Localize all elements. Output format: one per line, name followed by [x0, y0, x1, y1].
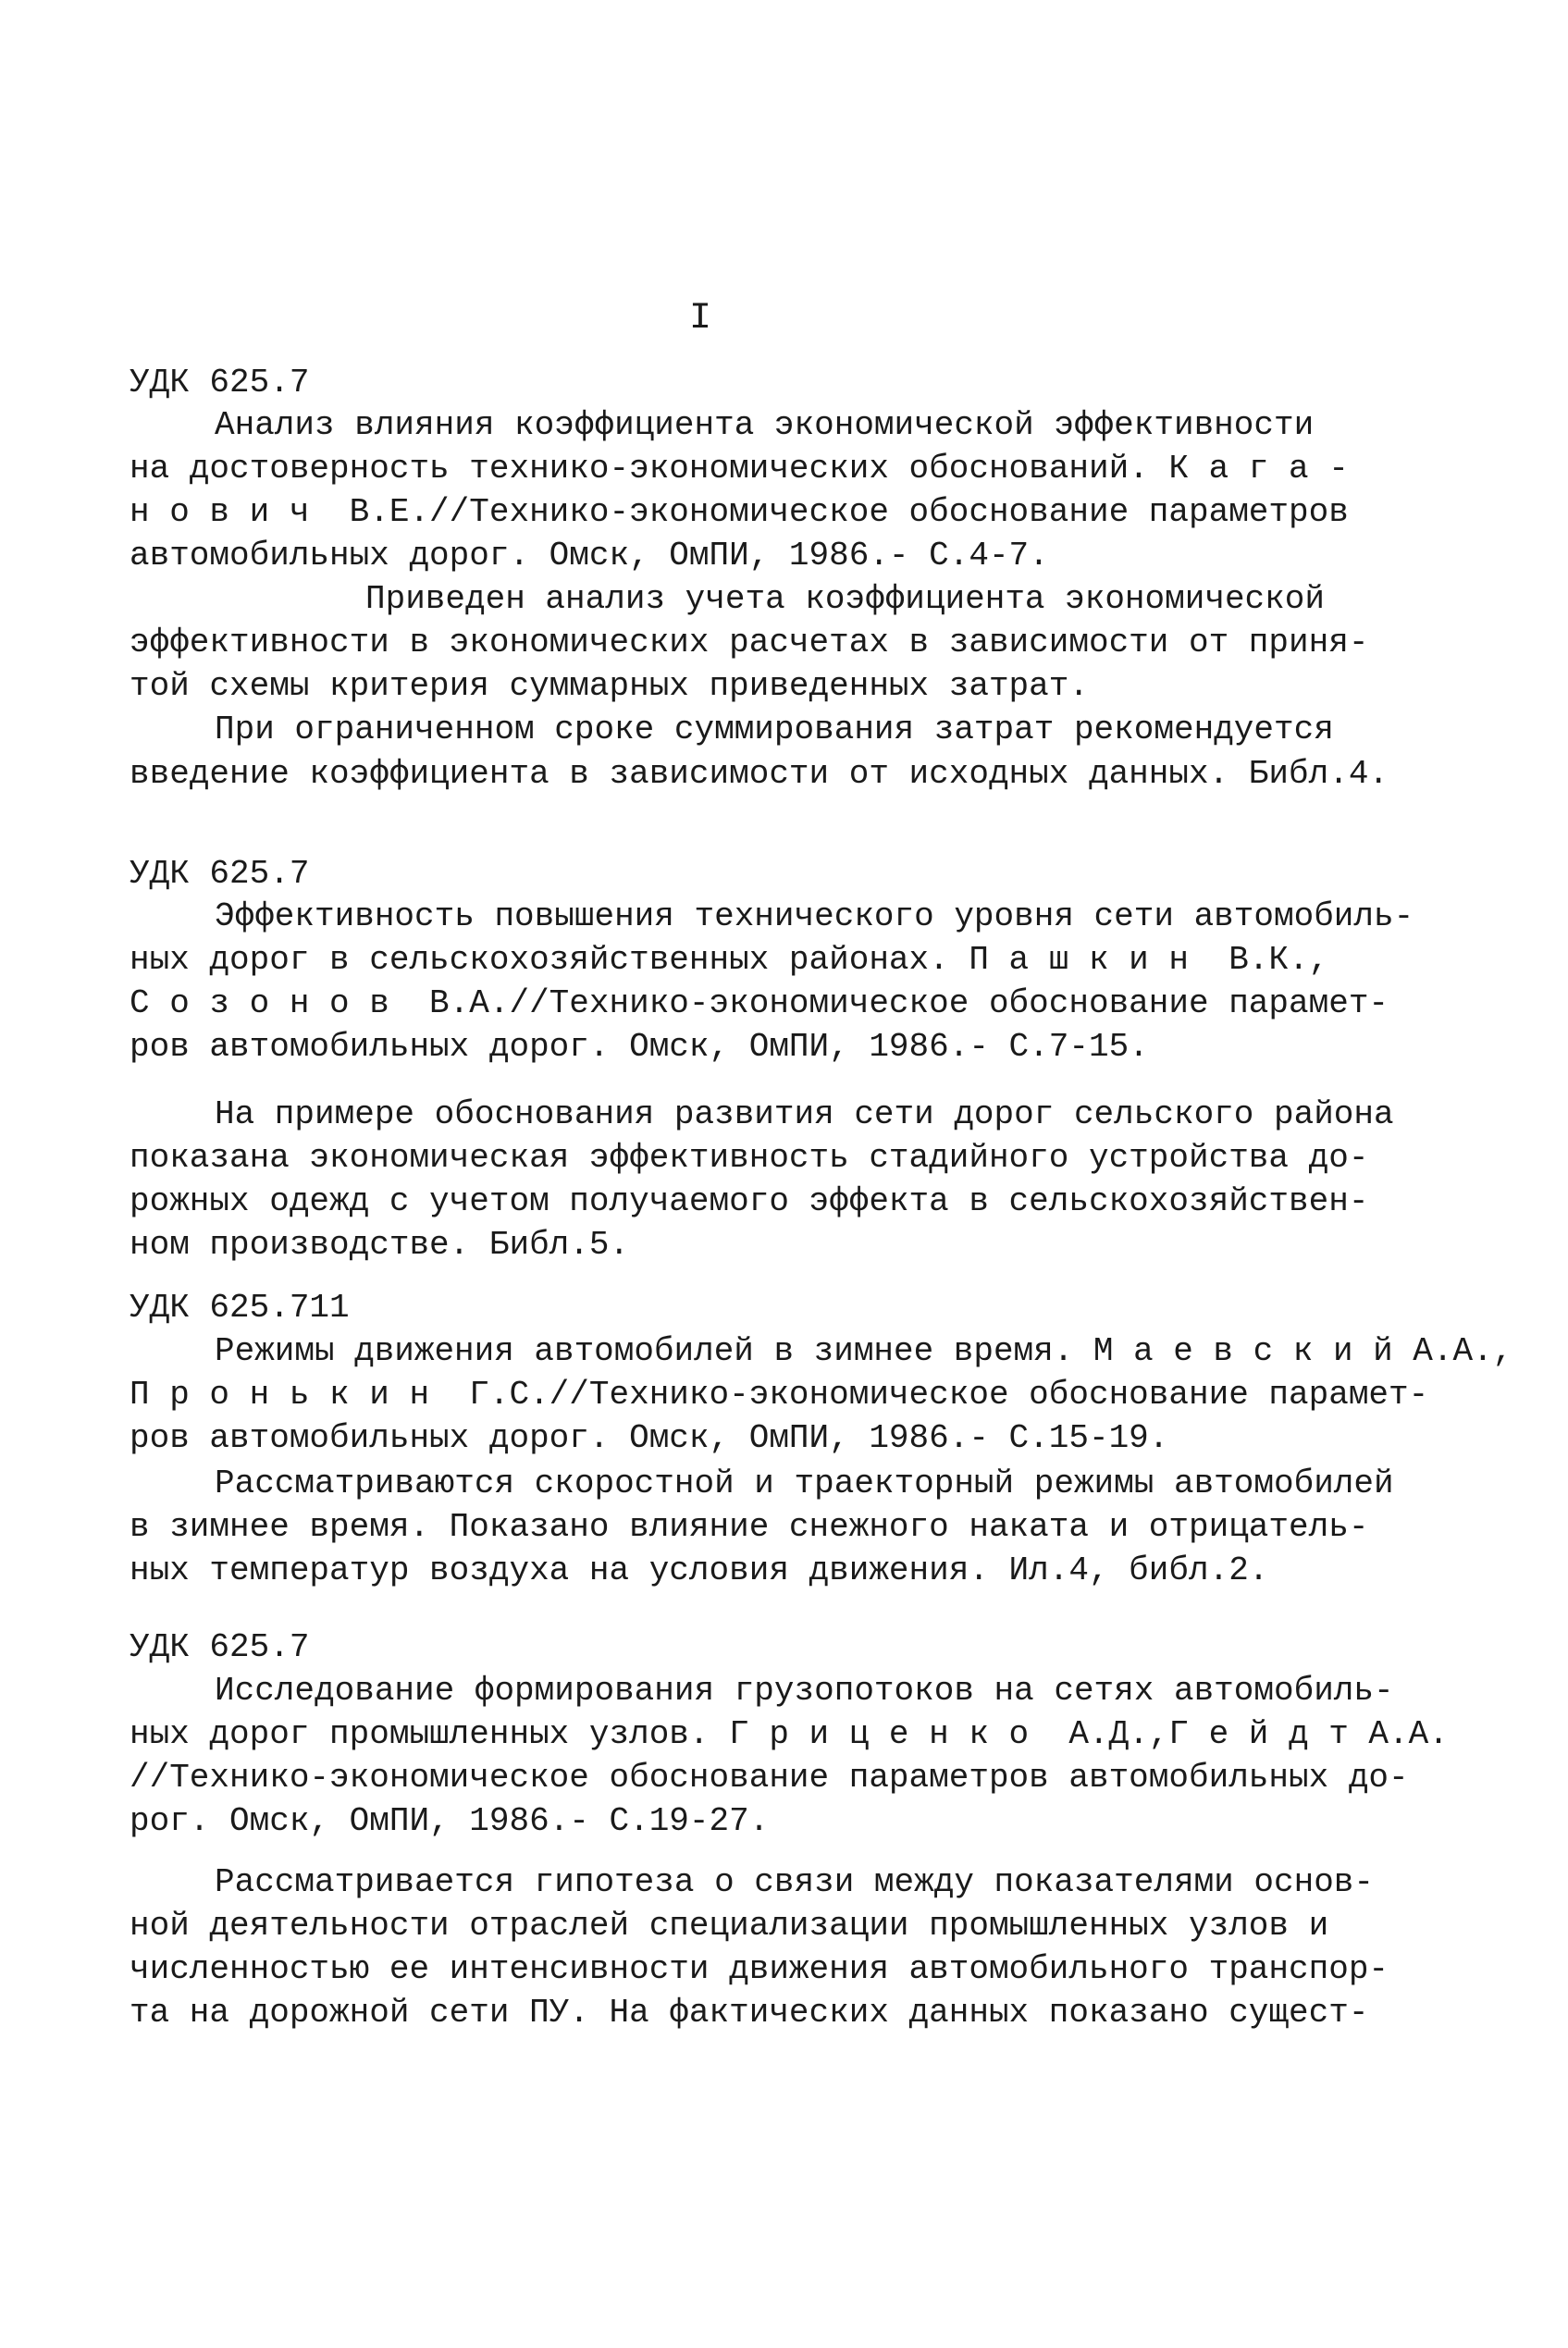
abstract-line: в зимнее время. Показано влияние снежного наката и отрицатель- — [130, 1508, 1369, 1546]
udk-code: УДК 625.7 — [130, 364, 310, 402]
abstract-line: той схемы критерия суммарных приведенных затрат. — [130, 667, 1089, 705]
abstract-line: ной деятельности отраслей специализации промышленных узлов и — [130, 1907, 1329, 1945]
abstract-line: Приведен анализ учета коэффициента экономической — [365, 580, 1325, 618]
udk-code: УДК 625.711 — [130, 1289, 350, 1327]
citation-line: на достоверность технико-экономических обоснований. К а г а - — [130, 450, 1349, 488]
citation-line: ных дорог в сельскохозяйственных районах. П а ш к и н В.К., — [130, 941, 1329, 979]
abstract-line: эффективности в экономических расчетах в зависимости от приня- — [130, 624, 1369, 661]
citation-line: н о в и ч В.Е.//Технико-экономическое обоснование параметров — [130, 493, 1349, 531]
abstract-line: показана экономическая эффективность стадийного устройства до- — [130, 1139, 1369, 1177]
abstract-line: Рассматривается гипотеза о связи между показателями основ- — [215, 1863, 1375, 1901]
abstract-line: ных температур воздуха на условия движения. Ил.4, библ.2. — [130, 1551, 1269, 1589]
abstract-line: рожных одежд с учетом получаемого эффекта в сельскохозяйствен- — [130, 1182, 1369, 1220]
abstract-line: На примере обоснования развития сети дорог сельского района — [215, 1095, 1394, 1133]
citation-line: Эффективность повышения технического уровня сети автомобиль- — [215, 897, 1414, 935]
citation-line: Исследование формирования грузопотоков на сетях автомобиль- — [215, 1672, 1394, 1710]
abstract-line: введение коэффициента в зависимости от исходных данных. Библ.4. — [130, 755, 1389, 793]
abstract-line: При ограниченном сроке суммирования затрат рекомендуется — [215, 711, 1334, 748]
udk-code: УДК 625.7 — [130, 855, 310, 893]
citation-line: Режимы движения автомобилей в зимнее время. М а е в с к и й А.А., — [215, 1332, 1513, 1370]
abstract-line: численностью ее интенсивности движения автомобильного транспор- — [130, 1950, 1389, 1988]
abstract-line: та на дорожной сети ПУ. На фактических данных показано сущест- — [130, 1994, 1369, 2032]
citation-line: //Технико-экономическое обоснование параметров автомобильных до- — [130, 1759, 1409, 1797]
citation-line: С о з о н о в В.А.//Технико-экономическое обоснование парамет- — [130, 984, 1389, 1022]
abstract-line: ном производстве. Библ.5. — [130, 1226, 630, 1264]
abstract-line: Рассматриваются скоростной и траекторный режимы автомобилей — [215, 1464, 1394, 1502]
udk-code: УДК 625.7 — [130, 1628, 310, 1666]
citation-line: ров автомобильных дорог. Омск, ОмПИ, 1986.- С.7-15. — [130, 1028, 1149, 1066]
citation-line: Анализ влияния коэффициента экономической эффективности — [215, 406, 1315, 444]
citation-line: автомобильных дорог. Омск, ОмПИ, 1986.- С.4-7. — [130, 537, 1049, 575]
citation-line: П р о н ь к и н Г.С.//Технико-экономическое обоснование парамет- — [130, 1376, 1429, 1414]
citation-line: рог. Омск, ОмПИ, 1986.- С.19-27. — [130, 1802, 770, 1840]
citation-line: ров автомобильных дорог. Омск, ОмПИ, 1986.- С.15-19. — [130, 1419, 1169, 1457]
citation-line: ных дорог промышленных узлов. Г р и ц е н к о А.Д.,Г е й д т А.А. — [130, 1715, 1449, 1753]
page-number: I — [689, 298, 712, 340]
